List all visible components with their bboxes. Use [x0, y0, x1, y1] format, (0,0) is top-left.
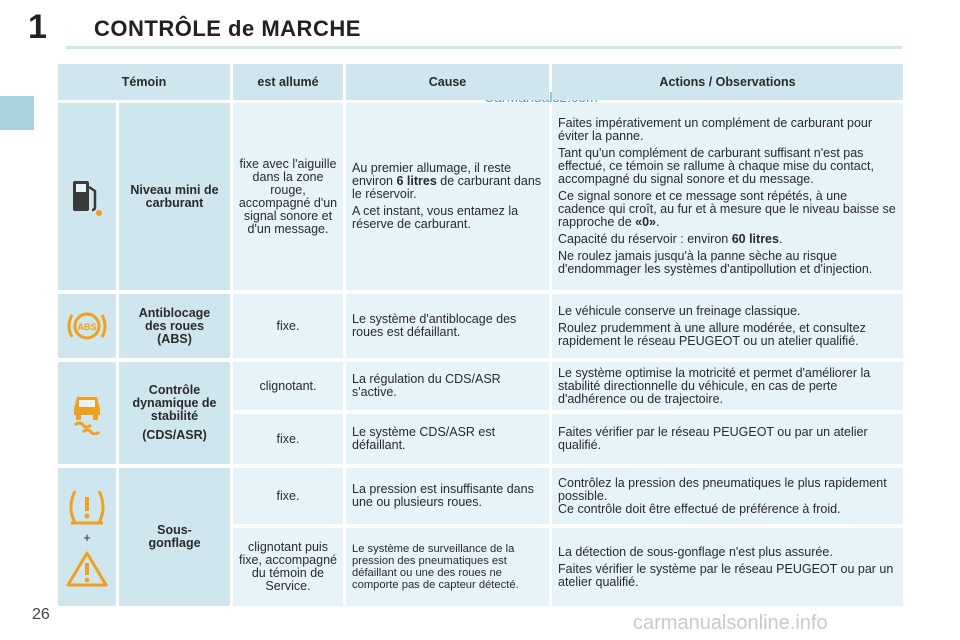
fuel-cause-1-pre: Au premier allumage, il reste environ: [352, 161, 512, 188]
fuel-action-3-pre: Ce signal sonore et ce message sont répétés, à une cadence qui croît, au fur et à mesure que le niveau baisse se rapproche de: [558, 189, 896, 229]
abs-action-1: Le véhicule conserve un freinage classique.: [558, 303, 801, 318]
dsc-name-code: (CDS/ASR): [142, 428, 207, 442]
title-rule: [66, 46, 902, 49]
fuel-action-3-post: .: [656, 215, 660, 229]
fuel-name: [119, 103, 230, 290]
fuel-action-3-bold: «0»: [635, 215, 656, 229]
tyre-action-1b: Ce contrôle doit être effectué de préférence à froid.: [558, 501, 841, 516]
abs-name-text: Antiblocage des roues (ABS): [138, 305, 211, 346]
page-number: 26: [32, 606, 50, 623]
chapter-tab: [0, 96, 34, 130]
tyre-pressure-icon: [65, 487, 109, 527]
abs-cause-text: Le système d'antiblocage des roues est défaillant.: [352, 312, 517, 339]
watermark-bottom: carmanualsonline.info: [633, 612, 828, 634]
fuel-action-4-bold: 60 litres: [731, 232, 779, 246]
dsc-name-text: Contrôle dynamique de stabilité: [132, 383, 217, 423]
fuel-action-4-pre: Capacité du réservoir : environ: [558, 232, 732, 246]
tyre-cause-1-text: La pression est insuffisante dans une ou plusieurs roues.: [352, 482, 534, 509]
fuel-action-1: Faites impérativement un complément de carburant pour éviter la panne.: [558, 116, 873, 143]
tyre-cause-2-text: Le système de surveillance de la pression des pneumatiques est défaillant ou une des roues ne comporte pas de capteur détecté.: [352, 543, 519, 591]
dsc-cause-1-text: La régulation du CDS/ASR s'active.: [352, 372, 501, 399]
fuel-cause: [346, 103, 549, 290]
dsc-action-1: [552, 362, 903, 410]
fuel-state: fixe avec l'aiguille dans la zone rouge, accompagné d'un signal sonore et d'un message.: [233, 103, 343, 290]
dsc-action-1-text: Le système optimise la motricité et permet d'améliorer la stabilité directionnelle du véhicule, en cas de perte d'adhérence ou de trajectoire.: [558, 365, 871, 406]
tyre-state-2: clignotant puis fixe, accompagné du témoin de Service.: [233, 528, 343, 606]
tyre-name-text: Sous-gonflage: [148, 523, 201, 550]
page-title: CONTRÔLE de MARCHE: [94, 16, 361, 41]
dsc-icon-cell: [58, 362, 116, 464]
abs-cause: [346, 294, 549, 358]
svg-text:ABS: ABS: [77, 322, 97, 332]
tyre-state-1: fixe.: [233, 468, 343, 524]
dsc-cause-2: [346, 414, 549, 464]
tyre-action-2: [552, 528, 903, 606]
tyre-action-1: [552, 468, 903, 524]
tyre-icon-cell: [58, 468, 116, 606]
plus-sign: +: [83, 529, 91, 545]
tyre-cause-1: [346, 468, 549, 524]
fuel-action-5: Ne roulez jamais jusqu'à la panne sèche au risque d'endommager les systèmes d'antipollution et d'injection.: [558, 249, 873, 276]
fuel-cause-1-post: de carburant dans le réservoir.: [352, 174, 542, 201]
chapter-number: 1: [28, 8, 47, 46]
tyre-name: [119, 468, 230, 606]
dsc-action-2: [552, 414, 903, 464]
dsc-name: [119, 362, 230, 464]
fuel-pump-icon: [67, 175, 107, 219]
dsc-action-2-text: Faites vérifier par le réseau PEUGEOT ou par un atelier qualifié.: [558, 425, 868, 452]
fuel-cause-2: A cet instant, vous entamez la réserve de carburant.: [352, 204, 519, 231]
fuel-actions: [552, 103, 903, 290]
dsc-state-2: fixe.: [233, 414, 343, 464]
warning-triangle-icon: [65, 550, 109, 588]
tyre-action-2b: Faites vérifier le système par le réseau PEUGEOT ou par un atelier qualifié.: [558, 561, 894, 589]
header-temoin: Témoin: [58, 64, 230, 100]
abs-actions: [552, 294, 903, 358]
header-cause: Cause: [346, 64, 549, 100]
stability-control-icon: [69, 391, 105, 435]
tyre-action-2a: La détection de sous-gonflage n'est plus assurée.: [558, 544, 833, 559]
fuel-icon-cell: [58, 103, 116, 290]
abs-icon: [64, 306, 110, 346]
fuel-action-4-post: .: [778, 232, 783, 246]
dsc-state-1: clignotant.: [233, 362, 343, 410]
abs-state: fixe.: [233, 294, 343, 358]
header-actions: Actions / Observations: [552, 64, 903, 100]
tyre-action-1a: Contrôlez la pression des pneumatiques le plus rapidement possible.: [558, 475, 887, 503]
dsc-cause-2-text: Le système CDS/ASR est défaillant.: [352, 425, 496, 452]
fuel-action-2: Tant qu'un complément de carburant suffisant n'est pas effectué, ce témoin se rallume à chaque mise du contact, accompagné du signal sonore et du message.: [558, 146, 874, 186]
abs-name: [119, 294, 230, 358]
fuel-cause-1-bold: 6 litres: [396, 174, 437, 188]
dsc-cause-1: [346, 362, 549, 410]
fuel-name-text: Niveau mini de carburant: [130, 182, 219, 210]
header-est-allume: est allumé: [233, 64, 343, 100]
abs-action-2: Roulez prudemment à une allure modérée, et consultez rapidement le réseau PEUGEOT ou un atelier qualifié.: [558, 320, 866, 348]
abs-icon-cell: [58, 294, 116, 358]
tyre-cause-2: [346, 528, 549, 606]
